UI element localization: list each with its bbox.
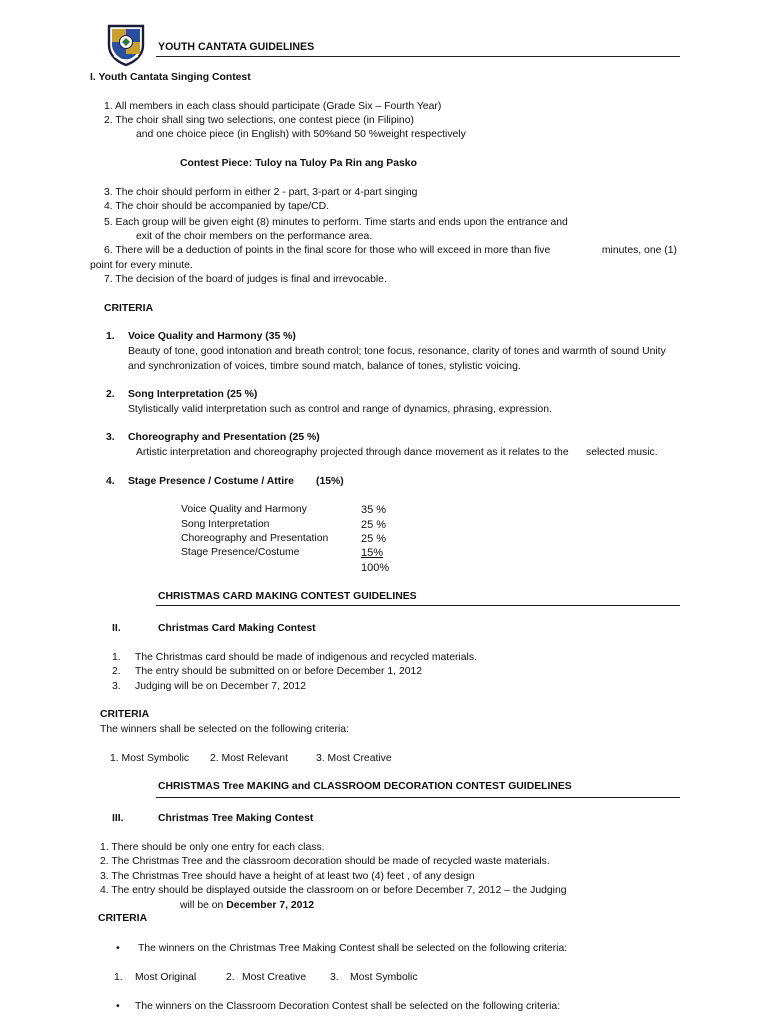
section-2-heading: Christmas Card Making Contest: [158, 623, 316, 634]
criterion-3-title: Choreography and Presentation (25 %): [128, 432, 320, 443]
summary-value-4: 15%: [361, 547, 384, 559]
criterion-1-num: 1.: [106, 331, 115, 342]
page-title: YOUTH CANTATA GUIDELINES: [158, 41, 315, 53]
title-rule: [156, 56, 680, 57]
contest-piece: Contest Piece: Tuloy na Tuloy Pa Rin ang Pasko: [180, 158, 417, 169]
judging-date: December 7, 2012: [226, 900, 315, 911]
section-1-heading: I. Youth Cantata Singing Contest: [90, 72, 251, 83]
summary-value-2: 25 %: [361, 519, 387, 531]
school-seal-logo: [106, 23, 146, 67]
criterion-3-num: 3.: [106, 432, 115, 443]
sec3-item-1: 1. There should be only one entry for each class.: [100, 842, 325, 853]
tree-criterion-3: Most Symbolic: [350, 972, 418, 983]
tree-criterion-1-num: 1.: [114, 972, 123, 983]
bullet-2-text: The winners on the Classroom Decoration Contest shall be selected on the following criteria:: [135, 1001, 561, 1012]
sec2-criterion-2: 2. Most Relevant: [210, 753, 288, 764]
criterion-3-desc: Artistic interpretation and choreography projected through dance movement as it relates to the: [136, 447, 569, 458]
sec1-item-6-tail: minutes, one (1): [601, 245, 677, 256]
summary-label-4: Stage Presence/Costume: [181, 547, 300, 558]
tree-criterion-3-num: 3.: [330, 972, 339, 983]
sec2-item-2: The entry should be submitted on or before December 1, 2012: [135, 666, 423, 677]
criterion-2-num: 2.: [106, 389, 115, 400]
sec2-criteria-intro: The winners shall be selected on the following criteria:: [100, 724, 349, 735]
criterion-3-desc-tail: selected music.: [586, 447, 658, 458]
sec2-criteria-label: CRITERIA: [100, 709, 150, 720]
tree-criterion-1: Most Original: [135, 972, 197, 983]
bullet-1-glyph: •: [116, 943, 120, 954]
criterion-4-num: 4.: [106, 476, 115, 487]
sec3-item-4-cont: [180, 900, 314, 912]
sec1-item-2-cont: and one choice piece (in English) with 50%and 50 %weight respectively: [136, 129, 466, 140]
sec3-item-3: 3. The Christmas Tree should have a height of at least two (4) feet , of any design: [100, 871, 475, 882]
sec1-item-5-cont: exit of the choir members on the performance area.: [136, 231, 373, 242]
criteria-label: CRITERIA: [104, 303, 154, 314]
sec3-criteria-label: CRITERIA: [98, 913, 148, 924]
criterion-1-title: Voice Quality and Harmony (35 %): [128, 331, 296, 342]
sec1-item-6-cont: point for every minute.: [90, 260, 193, 271]
section-2-rule: [156, 605, 680, 606]
summary-value-3: 25 %: [361, 533, 387, 545]
section-3-heading: Christmas Tree Making Contest: [158, 813, 314, 824]
sec2-criterion-3: 3. Most Creative: [316, 753, 392, 764]
sec2-item-2-num: 2.: [112, 666, 121, 677]
sec3-item-2: 2. The Christmas Tree and the classroom decoration should be made of recycled waste materials.: [100, 856, 550, 867]
summary-value-1: 35 %: [361, 504, 387, 516]
bullet-1-text: The winners on the Christmas Tree Making Contest shall be selected on the following criteria:: [138, 943, 568, 954]
sec1-item-2: 2. The choir shall sing two selections, one contest piece (in Filipino): [104, 115, 414, 126]
summary-label-1: Voice Quality and Harmony: [181, 504, 307, 515]
summary-label-2: Song Interpretation: [181, 519, 270, 530]
sec1-item-6: 6. There will be a deduction of points in the final score for those who will exceed in more than five: [104, 245, 551, 256]
section-3-title: CHRISTMAS Tree MAKING and CLASSROOM DECORATION CONTEST GUIDELINES: [158, 781, 572, 792]
sec1-item-3: 3. The choir should perform in either 2 - part, 3-part or 4-part singing: [104, 187, 418, 198]
sec2-criterion-1: 1. Most Symbolic: [110, 753, 190, 764]
criterion-1-desc-1: Beauty of tone, good intonation and breath control; tone focus, resonance, clarity of tones and warmth of sound Unity: [128, 346, 666, 357]
sec2-item-1-num: 1.: [112, 652, 121, 663]
section-3-num: III.: [112, 813, 124, 824]
section-2-title: CHRISTMAS CARD MAKING CONTEST GUIDELINES: [158, 591, 417, 602]
criterion-4-title: Stage Presence / Costume / Attire: [128, 476, 294, 487]
sec1-item-7: 7. The decision of the board of judges is final and irrevocable.: [104, 274, 387, 285]
section-2-num: II.: [112, 623, 121, 634]
criterion-2-desc: Stylistically valid interpretation such as control and range of dynamics, phrasing, expression.: [128, 404, 552, 415]
sec2-item-1: The Christmas card should be made of indigenous and recycled materials.: [135, 652, 477, 663]
sec2-item-3: Judging will be on December 7, 2012: [135, 681, 306, 692]
sec1-item-5: 5. Each group will be given eight (8) minutes to perform. Time starts and ends upon the entrance and: [104, 217, 568, 228]
sec2-item-3-num: 3.: [112, 681, 121, 692]
sec1-item-4: 4. The choir should be accompanied by tape/CD.: [104, 201, 330, 212]
judging-prefix: will be on: [180, 900, 227, 911]
sec3-item-4: 4. The entry should be displayed outside the classroom on or before December 7, 2012 – the Judging: [100, 885, 567, 896]
tree-criterion-2-num: 2.: [226, 972, 235, 983]
criterion-2-title: Song Interpretation (25 %): [128, 389, 258, 400]
criterion-4-pct: (15%): [316, 476, 344, 487]
summary-label-3: Choreography and Presentation: [181, 533, 329, 544]
summary-total: 100%: [361, 562, 390, 574]
sec1-item-1: 1. All members in each class should participate (Grade Six – Fourth Year): [104, 101, 442, 112]
section-3-rule: [156, 797, 680, 798]
tree-criterion-2: Most Creative: [242, 972, 307, 983]
criterion-1-desc-2: and synchronization of voices, timbre sound match, balance of tones, stylistic voicing.: [128, 361, 521, 372]
bullet-2-glyph: •: [116, 1001, 120, 1012]
